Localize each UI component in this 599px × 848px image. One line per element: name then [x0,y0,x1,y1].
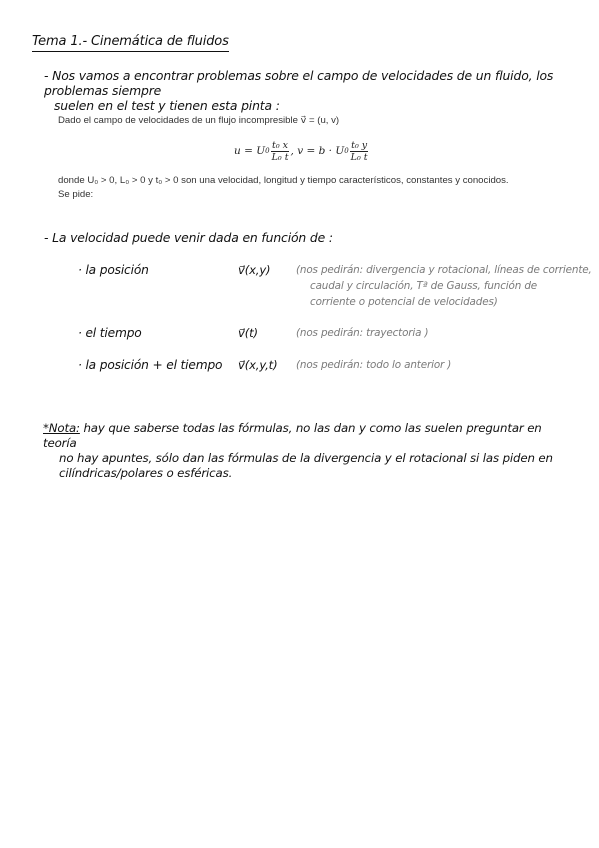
formula-fraction-1 [271,140,290,163]
nota-block [43,421,563,481]
case-vector-position: v⃗(x,y) [238,263,271,277]
velocity-intro: - La velocidad puede venir dada en función de : [44,230,333,245]
fraction-1-denominator: L₀ t [271,151,289,163]
problem-conditions: donde U₀ > 0, L₀ > 0 y t₀ > 0 son una velocidad, longitud y tiempo característicos, constantes y conocidos. [58,175,509,186]
formula-separator: , v = b · U [290,145,345,157]
intro-line-1: - Nos vamos a encontrar problemas sobre el campo de velocidades de un fluido, los problemas siempre [44,68,554,98]
velocity-formula [234,137,370,165]
fraction-2-denominator: L₀ t [350,151,368,163]
fraction-1-numerator: t₀ x [272,139,289,151]
nota-label: *Nota: [43,421,80,435]
case-note-position-line-3: corriente o potencial de velocidades) [310,296,498,308]
intro-paragraph [44,68,572,113]
case-label-position: · la posición [78,263,149,277]
case-note-position-line-2: caudal y circulación, Tª de Gauss, función de [310,280,538,292]
intro-line-2: suelen en el test y tienen esta pinta : [54,98,280,113]
fraction-2-numerator: t₀ y [351,139,368,151]
case-note-time: (nos pedirán: trayectoria ) [296,327,429,339]
case-note-position-time: (nos pedirán: todo lo anterior ) [296,359,452,371]
case-label-position-time: · la posición + el tiempo [78,358,223,372]
nota-line-1: hay que saberse todas las fórmulas, no las dan y como las suelen preguntar en teoría [43,421,542,450]
case-note-position-line-1: (nos pedirán: divergencia y rotacional, líneas de corriente, [296,264,592,276]
case-label-time: · el tiempo [78,326,142,340]
formula-fraction-2 [350,140,369,163]
nota-line-3: cilíndricas/polares o esféricas. [59,466,233,480]
case-vector-position-time: v⃗(x,y,t) [238,358,278,372]
nota-line-2: no hay apuntes, sólo dan las fórmulas de la divergencia y el rotacional si las piden en [59,451,553,465]
problem-ask: Se pide: [58,189,94,200]
case-vector-time: v⃗(t) [238,326,258,340]
page-title: Tema 1.- Cinemática de fluidos [32,34,229,52]
formula-v-sub: 0 [344,147,349,155]
problem-statement: Dado el campo de velocidades de un flujo incompresible v⃗ = (u, v) [58,115,340,126]
formula-u-sub: 0 [265,147,270,155]
formula-u-lhs: u = U [234,145,266,157]
